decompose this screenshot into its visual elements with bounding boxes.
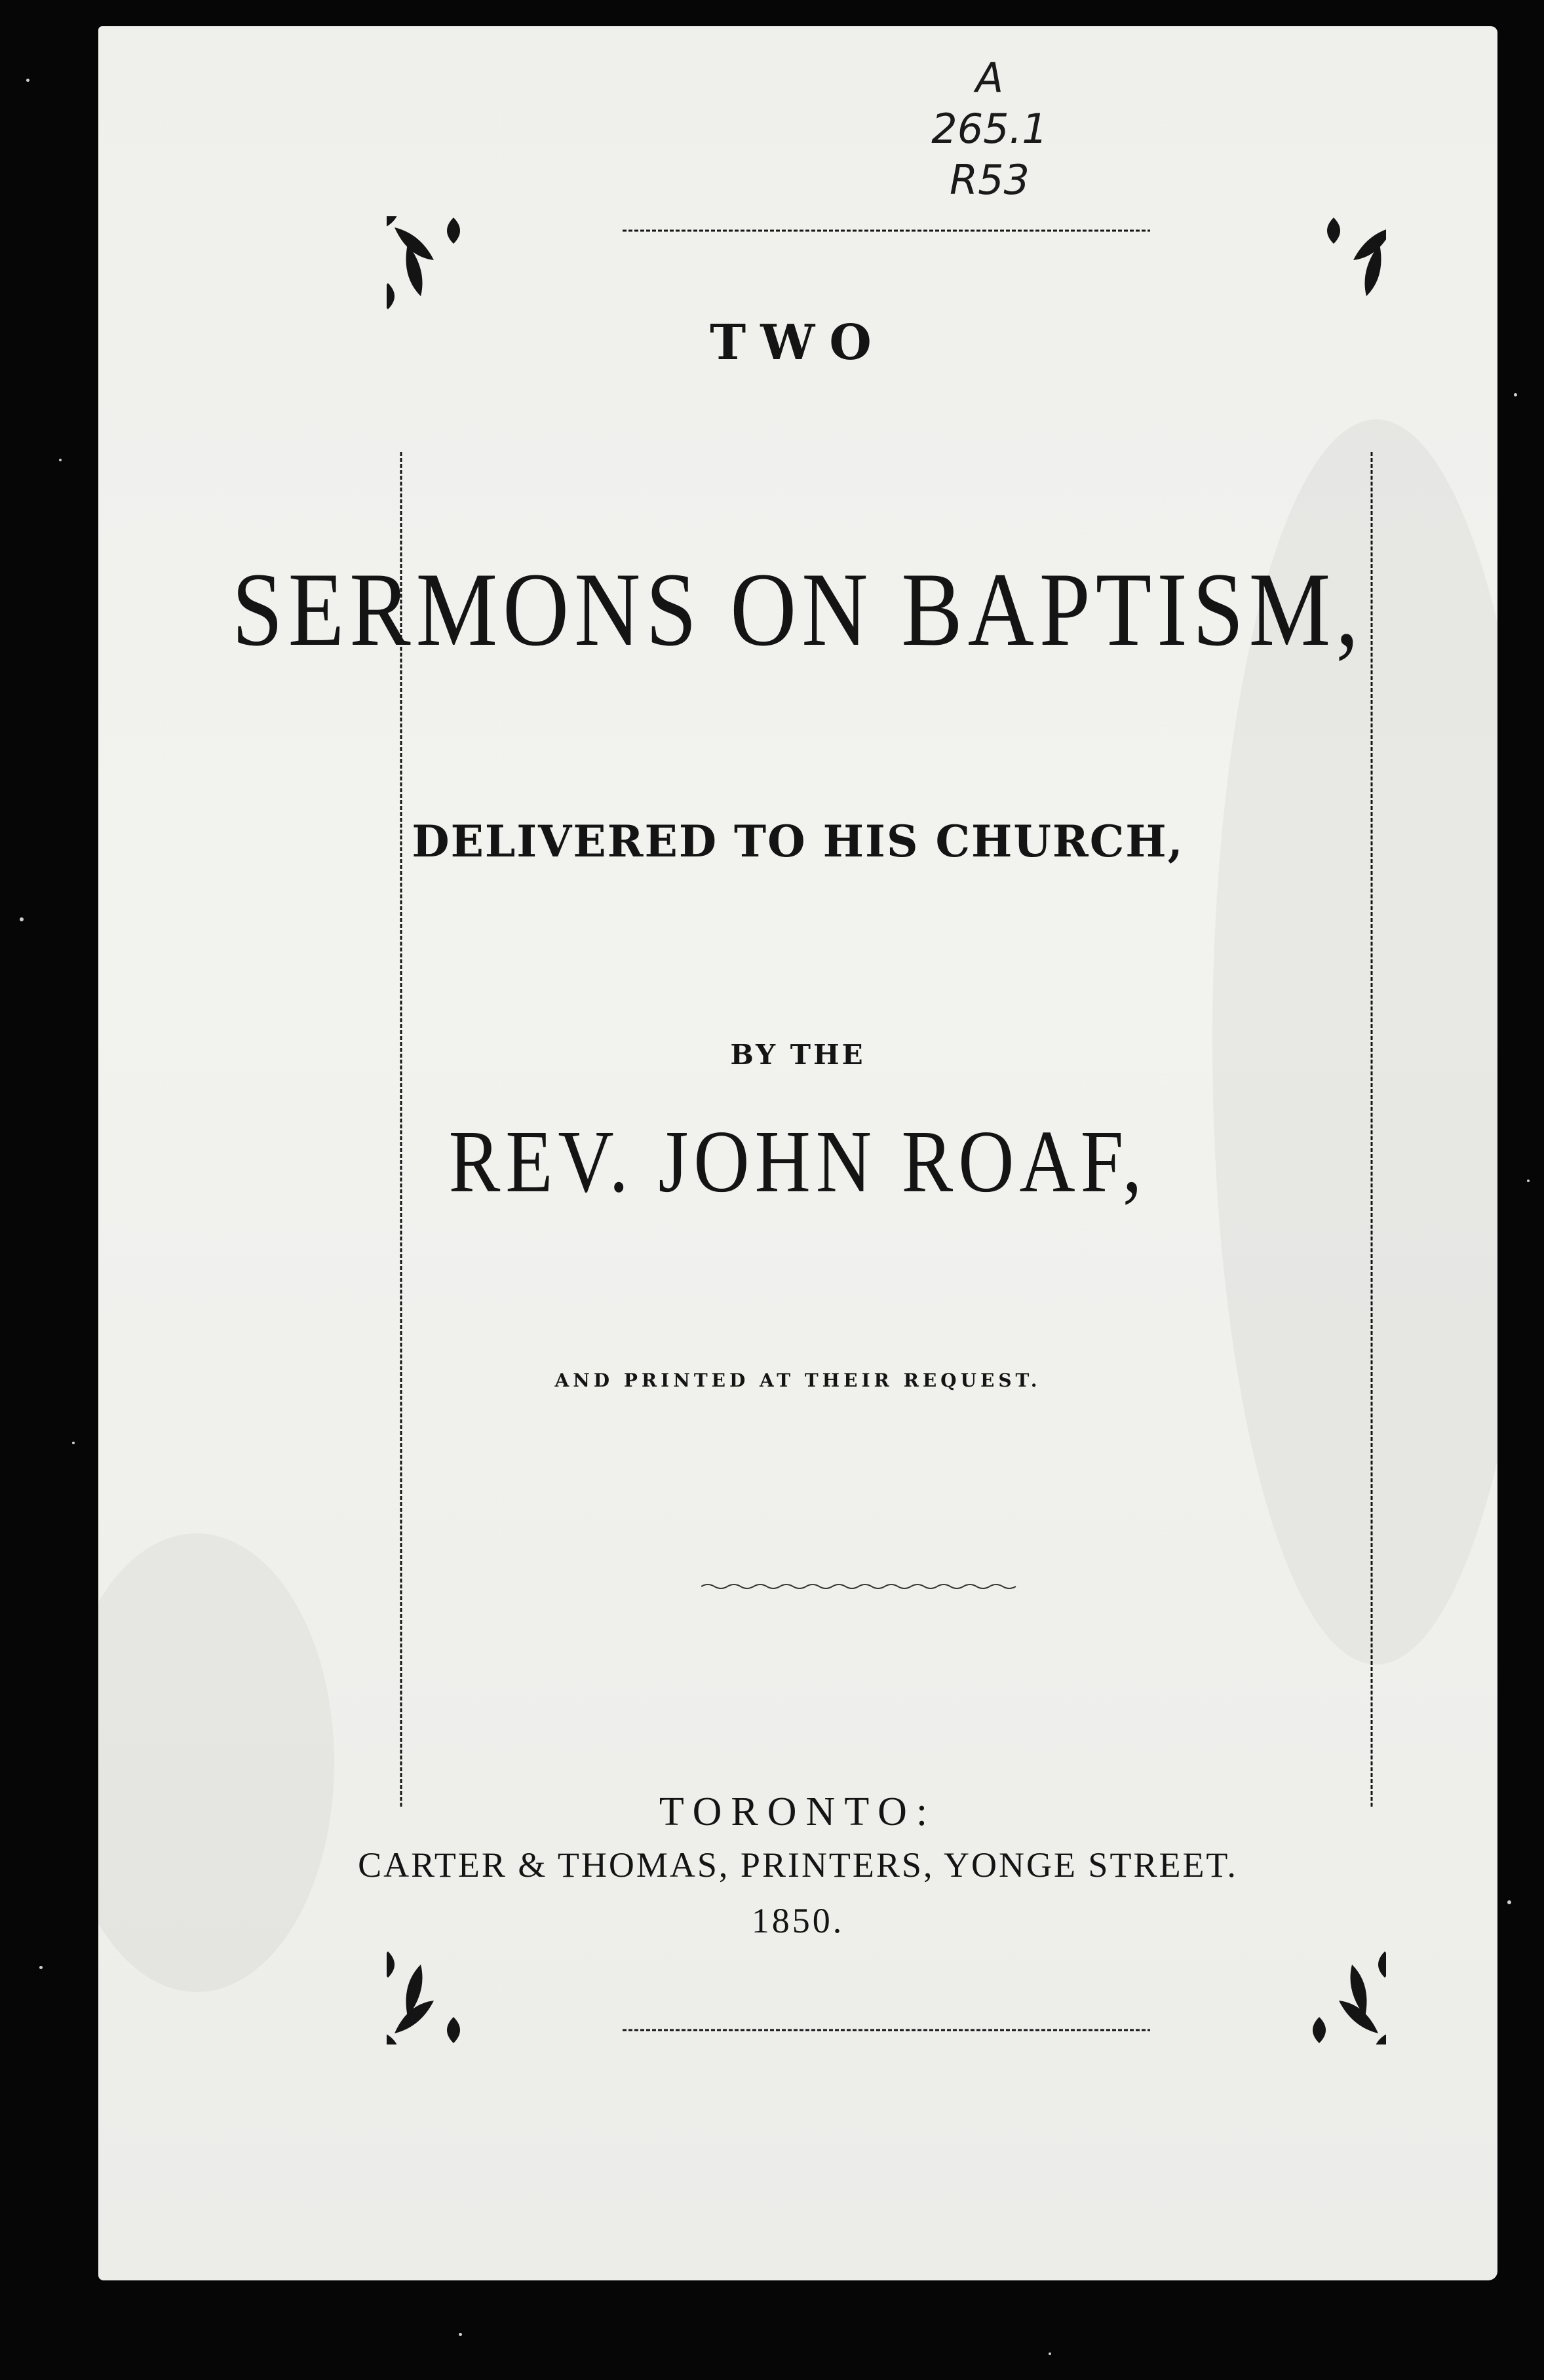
imprint-printer: CARTER & THOMAS, PRINTERS, YONGE STREET.	[358, 1845, 1238, 1885]
call-number-line: 265.1	[931, 105, 1048, 153]
dust-speck	[459, 2333, 462, 2336]
author-name: REV. JOHN ROAF,	[448, 1112, 1148, 1211]
imprint-city: TORONTO:	[659, 1790, 937, 1834]
title-page	[98, 26, 1497, 2280]
dust-speck	[1507, 1900, 1511, 1904]
title-number-word: TWO	[710, 315, 886, 371]
main-title: SERMONS ON BAPTISM,	[231, 551, 1364, 668]
call-number	[904, 52, 1075, 206]
dust-speck	[20, 917, 24, 921]
dust-speck	[1527, 1180, 1530, 1182]
call-number-line: A	[975, 54, 1004, 102]
dust-speck	[39, 1966, 43, 1969]
dust-speck	[26, 79, 29, 82]
dust-speck	[59, 459, 62, 461]
request-line: AND PRINTED AT THEIR REQUEST.	[554, 1370, 1041, 1391]
dust-speck	[72, 1442, 75, 1444]
by-line: BY THE	[730, 1039, 866, 1071]
imprint-year: 1850.	[751, 1901, 845, 1940]
dust-speck	[1049, 2352, 1051, 2355]
dust-speck	[1514, 393, 1517, 396]
decorative-rule	[701, 1583, 1022, 1590]
call-number-line: R53	[950, 156, 1030, 204]
subtitle: DELIVERED TO HIS CHURCH,	[412, 816, 1184, 867]
